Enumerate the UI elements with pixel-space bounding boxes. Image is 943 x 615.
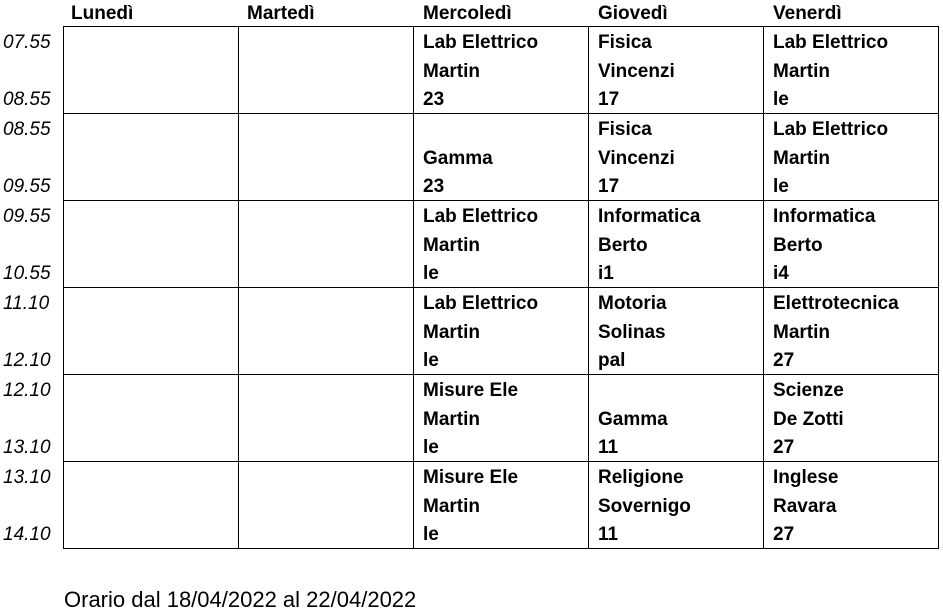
lesson-subject: Misure Ele [423,380,519,401]
lesson-teacher: Martin [423,496,480,517]
lesson-cell-friday [764,375,939,462]
slot-end-time: 09.55 [3,176,51,197]
lesson-subject: Elettrotecnica [773,293,899,314]
lesson-cell-thursday [589,201,764,288]
slot-start-time: 07.55 [3,32,51,53]
lesson-cell-monday [64,462,239,549]
slot-start-time: 09.55 [3,206,51,227]
lesson-cell-friday [764,462,939,549]
lesson-cell-wednesday [414,114,589,201]
lesson-cell-monday [64,288,239,375]
lesson-cell-friday [764,114,939,201]
day-header-monday: Lunedì [71,3,134,24]
lesson-teacher: Martin [423,61,480,82]
lesson-room: le [423,437,439,458]
timetable-row [64,375,939,462]
lesson-subject: Lab Elettrico [423,293,539,314]
lesson-teacher: Berto [598,235,648,256]
timetable-row [64,114,939,201]
lesson-cell-wednesday [414,27,589,114]
lesson-cell-tuesday [239,375,414,462]
slot-start-time: 08.55 [3,119,51,140]
lesson-room: 23 [423,176,445,197]
lesson-cell-monday [64,375,239,462]
day-header-row [0,0,943,26]
lesson-cell-wednesday [414,201,589,288]
lesson-teacher: Martin [773,61,830,82]
lesson-cell-thursday [589,288,764,375]
lesson-teacher: Martin [773,148,830,169]
lesson-cell-friday [764,201,939,288]
lesson-room: le [423,263,439,284]
slot-end-time: 10.55 [3,263,51,284]
lesson-room: le [423,350,439,371]
lesson-cell-friday [764,288,939,375]
lesson-teacher: Vincenzi [598,61,675,82]
lesson-cell-monday [64,201,239,288]
timetable-row [64,27,939,114]
lesson-subject: Fisica [598,32,652,53]
lesson-cell-tuesday [239,288,414,375]
lesson-subject: Misure Ele [423,467,519,488]
lesson-cell-tuesday [239,114,414,201]
timetable-row [64,462,939,549]
lesson-room: 27 [773,437,795,458]
lesson-subject: Fisica [598,119,652,140]
lesson-subject: Lab Elettrico [423,32,539,53]
lesson-cell-wednesday [414,288,589,375]
lesson-subject: Motoria [598,293,667,314]
slot-end-time: 14.10 [3,524,51,545]
lesson-subject: Lab Elettrico [773,32,889,53]
lesson-room: 17 [598,89,620,110]
lesson-teacher: Martin [423,409,480,430]
lesson-cell-thursday [589,27,764,114]
lesson-room: 27 [773,524,795,545]
lesson-teacher: Gamma [423,148,493,169]
lesson-subject: Inglese [773,467,839,488]
lesson-teacher: Martin [423,322,480,343]
slot-start-time: 13.10 [3,467,51,488]
lesson-cell-monday [64,114,239,201]
timetable-row [64,288,939,375]
slot-end-time: 12.10 [3,350,51,371]
lesson-cell-monday [64,27,239,114]
lesson-cell-thursday [589,462,764,549]
lesson-cell-thursday [589,114,764,201]
lesson-room: 11 [598,524,619,545]
timetable-row [64,201,939,288]
lesson-teacher: Sovernigo [598,496,691,517]
lesson-cell-wednesday [414,462,589,549]
lesson-teacher: Martin [423,235,480,256]
lesson-subject: Religione [598,467,684,488]
day-header-thursday: Giovedì [598,3,668,24]
lesson-room: 23 [423,89,445,110]
lesson-teacher: Vincenzi [598,148,675,169]
slot-end-time: 08.55 [3,89,51,110]
lesson-teacher: Ravara [773,496,837,517]
slot-start-time: 11.10 [3,293,50,314]
lesson-teacher: De Zotti [773,409,844,430]
lesson-room: pal [598,350,626,371]
lesson-subject: Lab Elettrico [773,119,889,140]
lesson-room: 27 [773,350,795,371]
lesson-teacher: Gamma [598,409,668,430]
lesson-cell-wednesday [414,375,589,462]
day-header-tuesday: Martedì [247,3,315,24]
lesson-subject: Lab Elettrico [423,206,539,227]
slot-end-time: 13.10 [3,437,51,458]
lesson-room: le [773,176,789,197]
lesson-subject: Informatica [773,206,876,227]
lesson-teacher: Berto [773,235,823,256]
day-header-wednesday: Mercoledì [423,3,512,24]
slot-start-time: 12.10 [3,380,51,401]
lesson-teacher: Solinas [598,322,666,343]
lesson-cell-tuesday [239,462,414,549]
lesson-room: 17 [598,176,620,197]
lesson-teacher: Martin [773,322,830,343]
schedule-period-caption: Orario dal 18/04/2022 al 22/04/2022 [64,587,417,612]
lesson-cell-tuesday [239,201,414,288]
lesson-room: i4 [773,263,789,284]
lesson-cell-friday [764,27,939,114]
lesson-room: le [423,524,439,545]
lesson-room: i1 [598,263,614,284]
lesson-room: le [773,89,789,110]
lesson-subject: Informatica [598,206,701,227]
lesson-cell-tuesday [239,27,414,114]
timetable-grid [63,26,939,549]
day-header-friday: Venerdì [773,3,842,24]
lesson-room: 11 [598,437,619,458]
lesson-cell-thursday [589,375,764,462]
lesson-subject: Scienze [773,380,844,401]
